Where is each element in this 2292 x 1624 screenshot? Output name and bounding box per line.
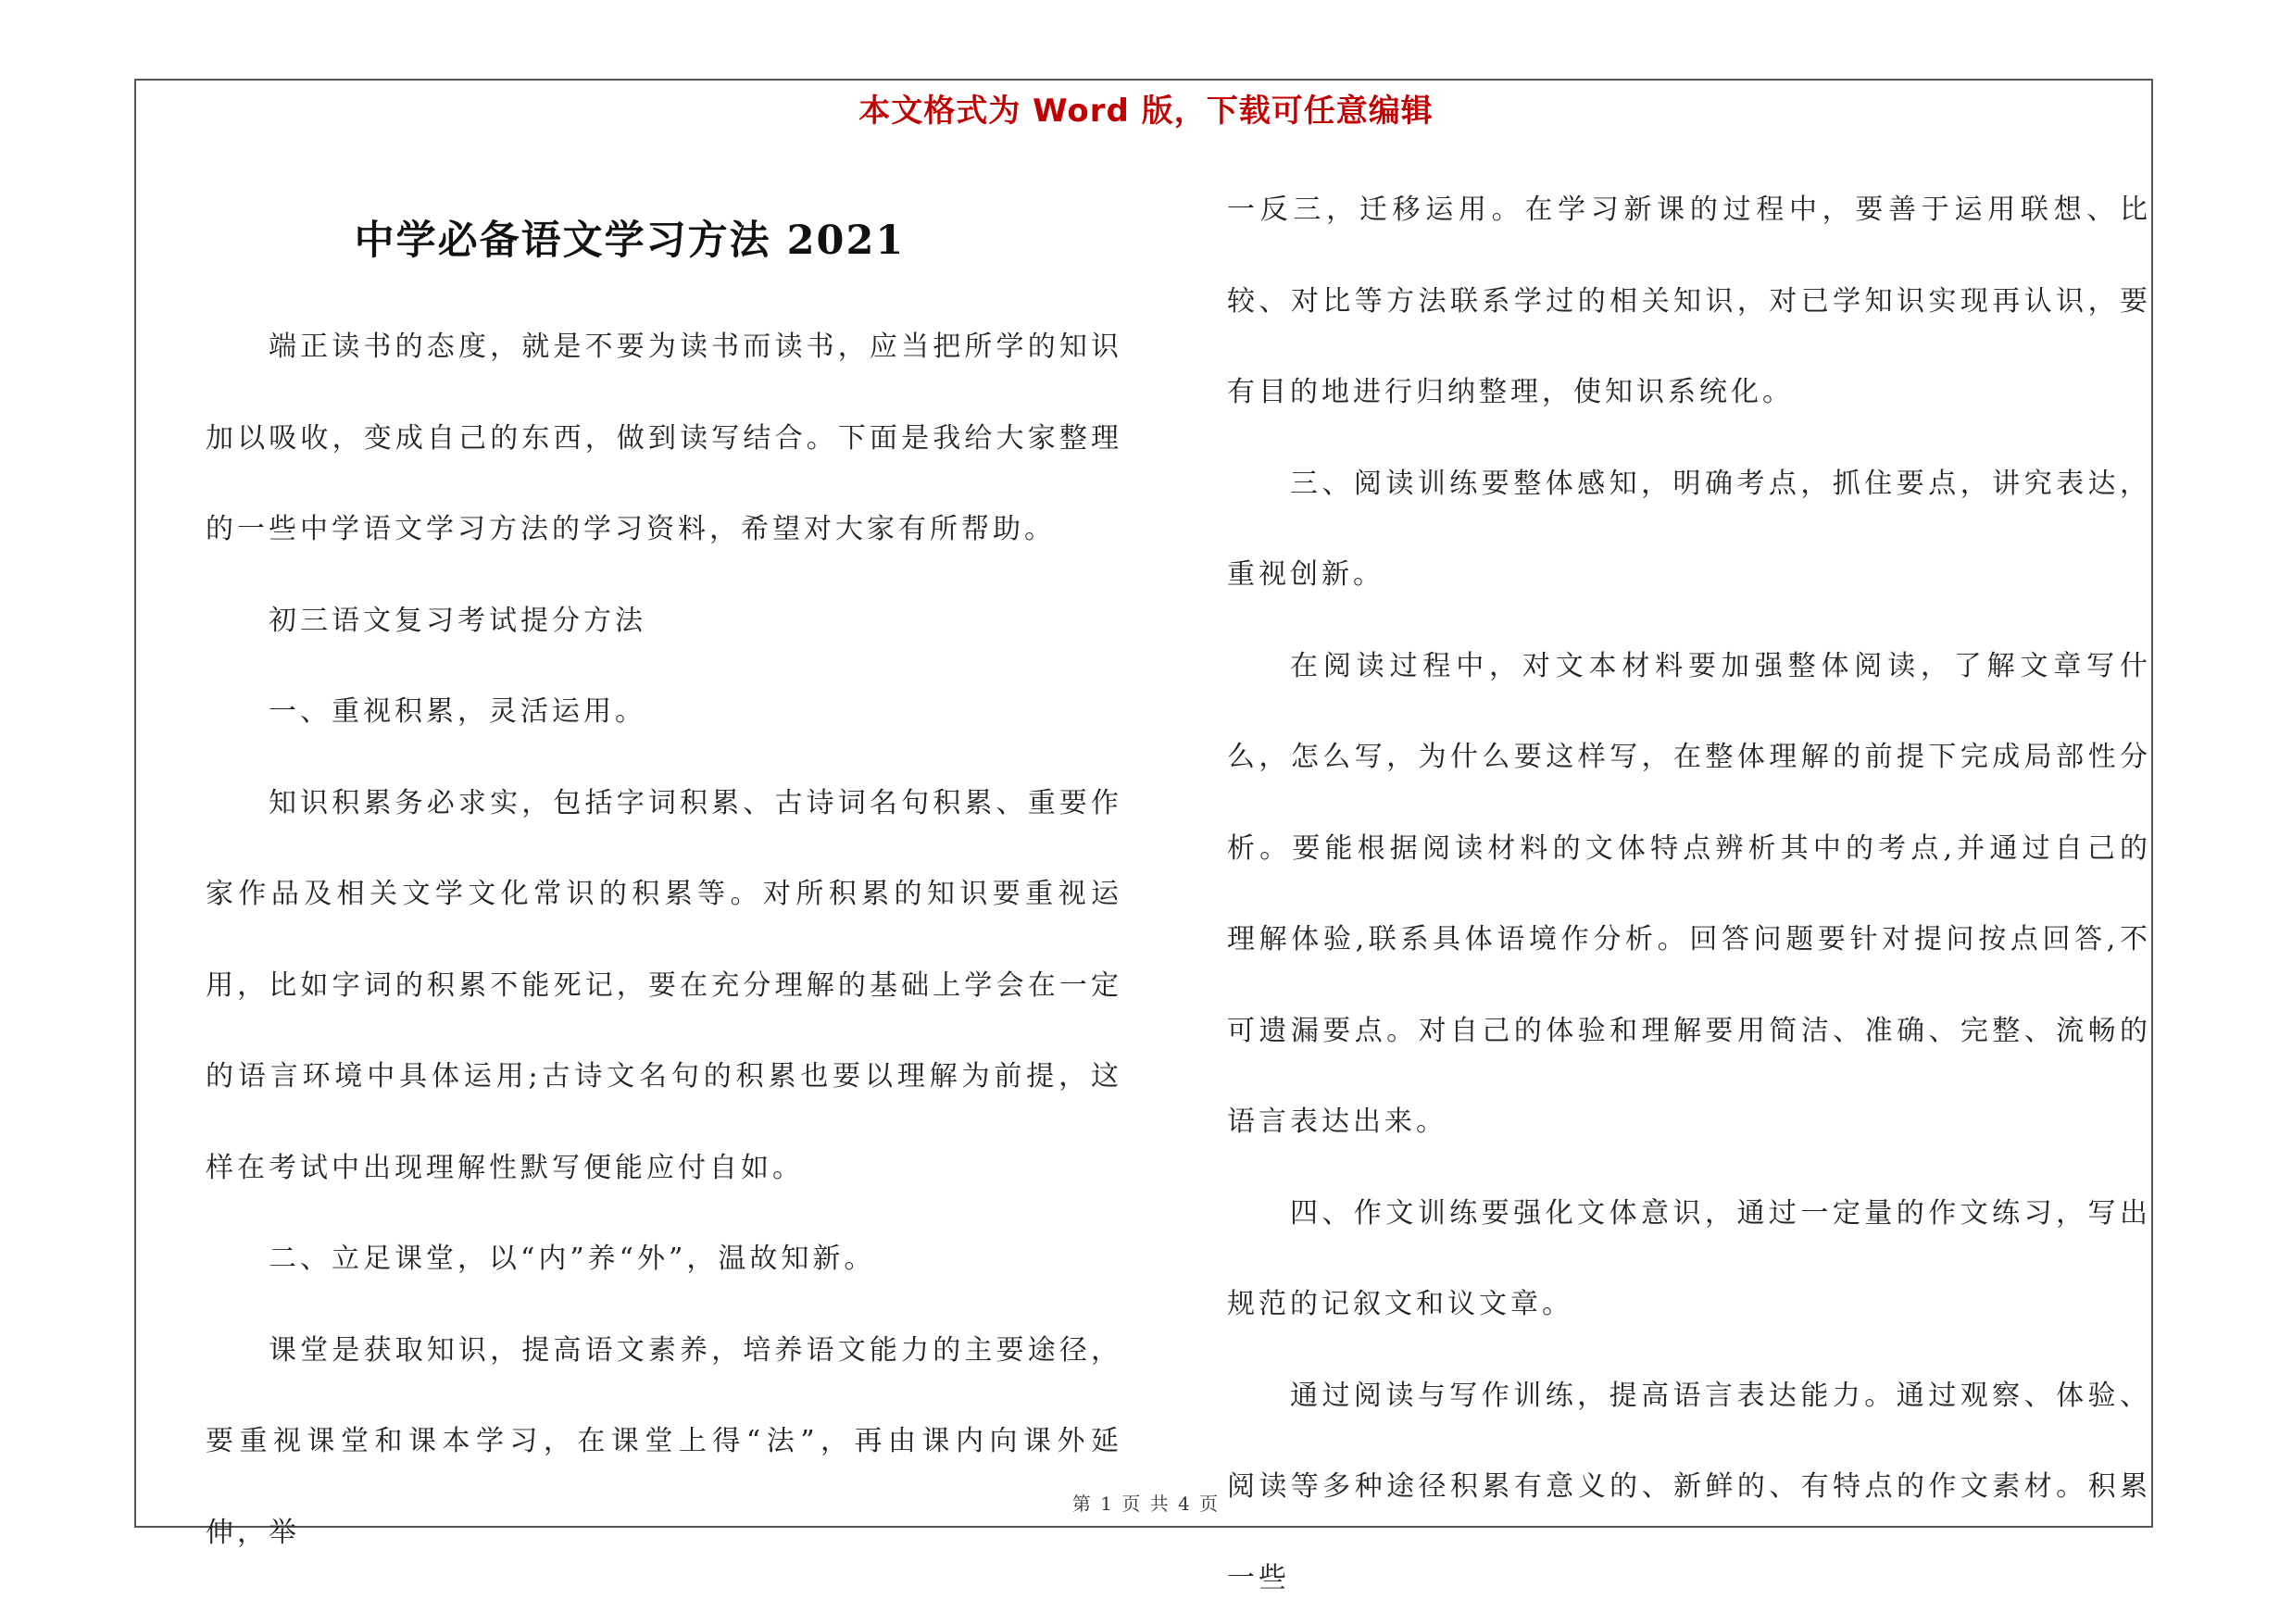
document-title: 中学必备语文学习方法 2021 [185, 209, 1074, 266]
paragraph: 知识积累务必求实，包括字词积累、古诗词名句积累、重要作家作品及相关文学文化常识的积累等。对所积累的知识要重视运用，比如字词的积累不能死记，要在充分理解的基础上学会在一定的语言环境中具体运用;古诗文名句的积累也要以理解为前提，这样在考试中出现理解性默写便能应付自如。 [206, 758, 1122, 1215]
paragraph: 通过阅读与写作训练，提高语言表达能力。通过观察、体验、阅读等多种途径积累有意义的、新鲜的、有特点的作文素材。积累一些 [1227, 1351, 2151, 1624]
left-column [206, 302, 1122, 1579]
point-heading-3: 三、阅读训练要整体感知，明确考点，抓住要点，讲究表达，重视创新。 [1227, 439, 2151, 621]
paragraph: 课堂是获取知识，提高语文素养，培养语文能力的主要途径，要重视课堂和课本学习，在课堂上得“法”，再由课内向课外延伸，举 [206, 1305, 1122, 1580]
right-column [1227, 165, 2151, 1624]
point-heading-4: 四、作文训练要强化文体意识，通过一定量的作文练习，写出规范的记叙文和议文章。 [1227, 1168, 2151, 1351]
intro-paragraph: 端正读书的态度，就是不要为读书而读书，应当把所学的知识加以吸收，变成自己的东西，做到读写结合。下面是我给大家整理的一些中学语文学习方法的学习资料，希望对大家有所帮助。 [206, 302, 1122, 576]
paragraph-continued: 一反三，迁移运用。在学习新课的过程中，要善于运用联想、比较、对比等方法联系学过的相关知识，对已学知识实现再认识，要有目的地进行归纳整理，使知识系统化。 [1227, 165, 2151, 439]
section-heading: 初三语文复习考试提分方法 [206, 576, 1122, 668]
word-format-banner: 本文格式为 Word 版，下载可任意编辑 [0, 85, 2292, 131]
paragraph: 在阅读过程中，对文本材料要加强整体阅读，了解文章写什么，怎么写，为什么要这样写，在整体理解的前提下完成局部性分析。要能根据阅读材料的文体特点辨析其中的考点,并通过自己的理解体验,联系具体语境作分析。回答问题要针对提问按点回答,不可遗漏要点。对自己的体验和理解要用简洁、准确、完整、流畅的语言表达出来。 [1227, 621, 2151, 1168]
point-heading-2: 二、立足课堂，以“内”养“外”，温故知新。 [206, 1214, 1122, 1305]
point-heading-1: 一、重视积累，灵活运用。 [206, 667, 1122, 758]
page-number: 第 1 页 共 4 页 [0, 1489, 2292, 1516]
